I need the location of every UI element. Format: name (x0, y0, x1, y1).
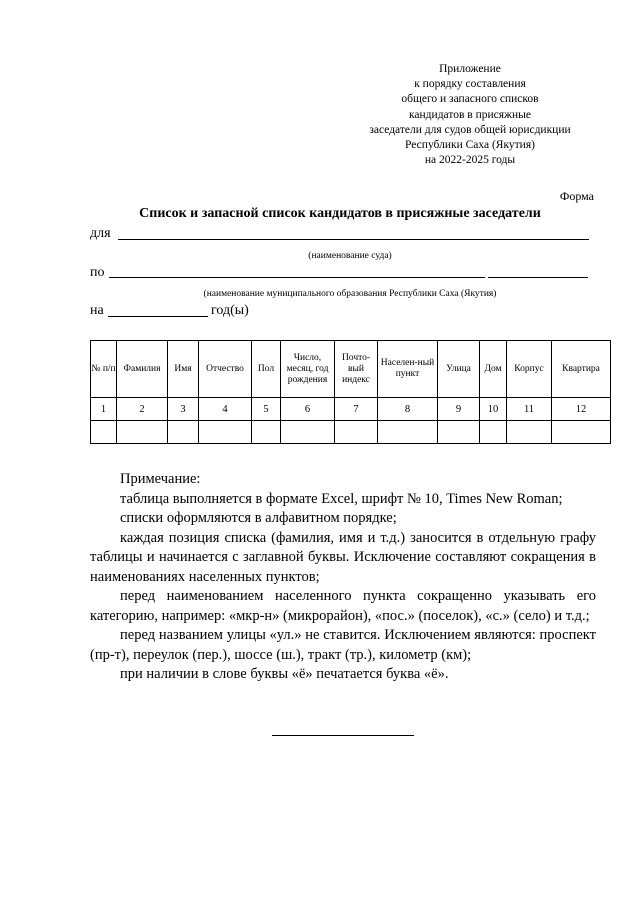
empty-cell (252, 421, 281, 444)
by-label: по (90, 265, 105, 280)
table-number-row (91, 398, 611, 421)
table-empty-row (91, 421, 611, 444)
notes-block (90, 470, 596, 685)
appendix-line: общего и запасного списков (401, 93, 539, 106)
column-number-cell: 7 (335, 398, 378, 421)
municipality-caption: (наименование муниципального образования Республики Саха (Якутия) (203, 289, 497, 299)
appendix-line: на 2022-2025 годы (424, 154, 516, 167)
closing-separator-line (272, 735, 414, 736)
column-number-cell: 10 (480, 398, 507, 421)
appendix-line: кандидатов в присяжные (409, 108, 531, 121)
empty-cell (281, 421, 335, 444)
header-cell: Почто-вый индекс (335, 341, 378, 398)
empty-cell (507, 421, 552, 444)
header-cell: Имя (168, 341, 199, 398)
empty-cell (91, 421, 117, 444)
column-number-cell: 9 (438, 398, 480, 421)
column-number-cell: 6 (281, 398, 335, 421)
table-header-row (91, 341, 611, 398)
municipality-line-extra (488, 277, 588, 278)
empty-cell (335, 421, 378, 444)
court-caption: (наименование суда) (308, 251, 392, 261)
header-cell: Число, месяц, год рождения (281, 341, 335, 398)
header-cell: Улица (438, 341, 480, 398)
header-cell: № п/п (91, 341, 117, 398)
year-line (108, 316, 208, 317)
empty-cell (168, 421, 199, 444)
column-number-cell: 5 (252, 398, 281, 421)
appendix-line: к порядку составления (414, 78, 526, 91)
empty-cell (552, 421, 611, 444)
header-cell: Квартира (552, 341, 611, 398)
appendix-line: заседатели для судов общей юрисдикции (369, 123, 571, 136)
candidates-table (90, 340, 611, 444)
note-item: списки оформляются в алфавитном порядке; (120, 510, 397, 526)
municipality-line (109, 277, 485, 278)
column-number-cell: 11 (507, 398, 552, 421)
header-cell: Корпус (507, 341, 552, 398)
year-label: год(ы) (211, 303, 249, 318)
note-item: при наличии в слове буквы «ё» печатается буква «ё». (120, 666, 449, 682)
document-title: Список и запасной список кандидатов в присяжные заседатели (139, 206, 541, 221)
note-item: таблица выполняется в формате Excel, шрифт № 10, Times New Roman; (120, 490, 563, 507)
court-name-line (118, 239, 589, 240)
for-label: для (90, 226, 111, 241)
header-cell: Фамилия (117, 341, 168, 398)
column-number-cell: 2 (117, 398, 168, 421)
note-item: перед наименованием населенного пункта сокращенно указывать его категорию, например: «мкр-н» (микрорайон), «пос.» (поселок), «с.» (село) и т.д.; (90, 588, 596, 624)
on-label: на (90, 303, 104, 318)
header-cell: Дом (480, 341, 507, 398)
note-item: каждая позиция списка (фамилия, имя и т.д.) заносится в отдельную графу таблицы и начинается с заглавной буквы. Исключение составляют сокращения в наименованиях населенных пунктов; (90, 529, 596, 585)
empty-cell (438, 421, 480, 444)
column-number-cell: 1 (91, 398, 117, 421)
header-cell: Отчество (199, 341, 252, 398)
empty-cell (480, 421, 507, 444)
header-cell: Населен-ный пункт (378, 341, 438, 398)
empty-cell (378, 421, 438, 444)
header-cell: Пол (252, 341, 281, 398)
appendix-line: Приложение (439, 63, 501, 75)
appendix-line: Республики Саха (Якутия) (405, 139, 535, 152)
column-number-cell: 4 (199, 398, 252, 421)
column-number-cell: 3 (168, 398, 199, 421)
column-number-cell: 12 (552, 398, 611, 421)
note-item: перед названием улицы «ул.» не ставится. Исключением являются: проспект (пр-т), переулок (пер.), шоссе (ш.), тракт (тр.), километр (км); (90, 627, 596, 663)
form-label: Форма (559, 189, 594, 203)
empty-cell (199, 421, 252, 444)
empty-cell (117, 421, 168, 444)
notes-heading: Примечание: (120, 471, 201, 487)
appendix-block (340, 62, 600, 168)
column-number-cell: 8 (378, 398, 438, 421)
